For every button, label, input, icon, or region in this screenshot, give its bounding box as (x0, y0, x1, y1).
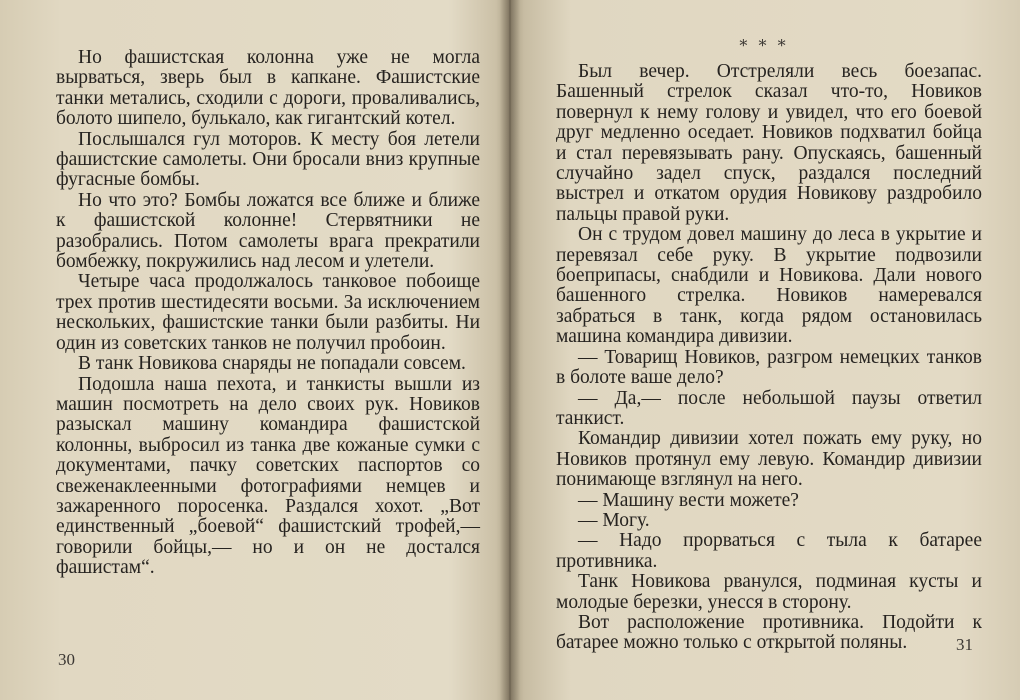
paragraph: Четыре часа продолжалось танковое побоище трех против шестидесяти восьми. За исключением нескольких, фашистские танки были разбиты. Ни один из советских танков не получил пробоин. (56, 271, 480, 354)
paragraph: Он с трудом довел машину до леса в укрытие и перевязал себе руку. В укрытие подвозили боеприпасы, снабдили и Новикова. Дали нового башенного стрелка. Новиков намеревался забраться в танк, когда рядом остановилась машина командира дивизии. (556, 224, 982, 348)
paragraph: Вот расположение противника. Подойти к батарее можно только с открытой поляны. (556, 611, 982, 654)
paragraph: Но фашистская колонна уже не могла вырваться, зверь был в капкане. Фашистские танки метались, сходили с дороги, проваливались, болото шипело, булькало, как гигантский котел. (56, 47, 480, 130)
left-page-text (56, 48, 480, 579)
paragraph: В танк Новикова снаряды не попадали совсем. (78, 353, 466, 375)
right-page (512, 0, 1020, 700)
paragraph: Командир дивизии хотел пожать ему руку, но Новиков протянул ему левую. Командир дивизии понимающе взглянул на него. (556, 428, 982, 491)
dialogue-line: — Товарищ Новиков, разгром немецких танков в болоте ваше дело? (556, 346, 982, 389)
paragraph: Танк Новикова рванулся, подминая кусты и молодые березки, унесся в сторону. (556, 571, 982, 613)
page-number-right: 31 (956, 635, 973, 654)
page-number-left: 30 (58, 650, 75, 669)
paragraph: Был вечер. Отстреляли весь боезапас. Башенный стрелок сказал что-то, Новиков повернул к нему голову и увидел, что его боевой друг медленно оседает. Новиков подхватил бойца и стал перевязывать рану. Опускаясь, башенный случайно задел спуск, раздался последний выстрел и откатом орудия Новикову раздробило пальцы правой руки. (556, 61, 982, 225)
paragraph: Послышался гул моторов. К месту боя летели фашистские самолеты. Они бросали вниз крупные фугасные бомбы. (56, 128, 480, 191)
dialogue-line: — Машину вести можете? (578, 489, 799, 511)
dialogue-line: — Да,— после небольшой паузы ответил танкист. (556, 387, 982, 429)
dialogue-line: — Надо прорваться с тыла к батарее противника. (556, 530, 982, 572)
paragraph: Но что это? Бомбы ложатся все ближе и ближе к фашистской колонне! Стервятники не разобрались. Потом самолеты врага прекратили бомбежку, покружились над лесом и улетели. (56, 189, 480, 273)
dialogue-line: — Могу. (578, 509, 650, 531)
section-break-ornament: * * * (739, 36, 789, 55)
paragraph: Подошла наша пехота, и танкисты вышли из машин посмотреть на дело своих рук. Новиков разыскал машину командира фашистской колонны, выбросил из танка две кожаные сумки с документами, пачку советских паспортов со свеженаклеенными фотографиями немцев и зажаренного поросенка. Раздался хохот. „Вот единственный „боевой“ фашистский трофей,— говорили бойцы,— но и он не достался фашистам“. (56, 373, 480, 579)
right-page-text (556, 62, 982, 654)
left-page (0, 0, 508, 700)
